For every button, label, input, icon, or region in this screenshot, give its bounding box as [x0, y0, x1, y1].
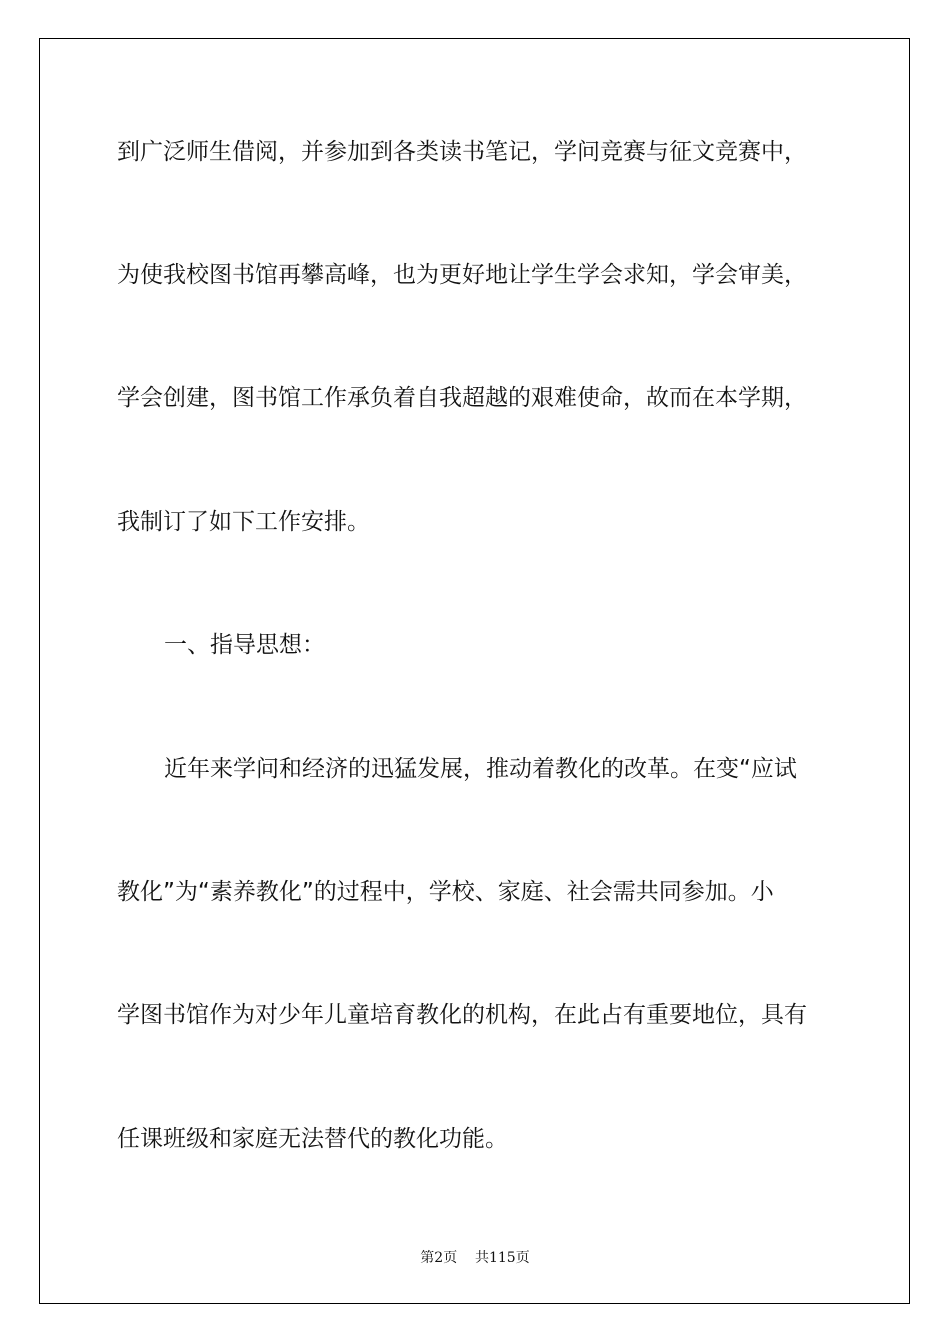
- text-line-1: 到广泛师生借阅，并参加到各类读书笔记，学问竞赛与征文竞赛中，: [117, 139, 807, 165]
- text-line-2: 为使我校图书馆再攀高峰，也为更好地让学生学会求知，学会审美，: [117, 262, 807, 288]
- text-line-4: 我制订了如下工作安排。: [117, 509, 370, 535]
- text-line-7: 教化”为“素养教化”的过程中，学校、家庭、社会需共同参加。小: [117, 879, 774, 905]
- page-border: [39, 38, 910, 1304]
- text-line-3: 学会创建，图书馆工作承负着自我超越的艰难使命，故而在本学期，: [117, 385, 807, 411]
- section-heading: 一、指导思想：: [164, 632, 325, 658]
- text-line-8: 学图书馆作为对少年儿童培育教化的机构，在此占有重要地位，具有: [117, 1002, 807, 1028]
- text-line-9: 任课班级和家庭无法替代的教化功能。: [117, 1126, 508, 1152]
- text-line-6: 近年来学问和经济的迅猛发展，推动着教化的改革。在变“应试: [164, 756, 797, 782]
- page-number-footer: 第2页 共115页: [420, 1250, 530, 1266]
